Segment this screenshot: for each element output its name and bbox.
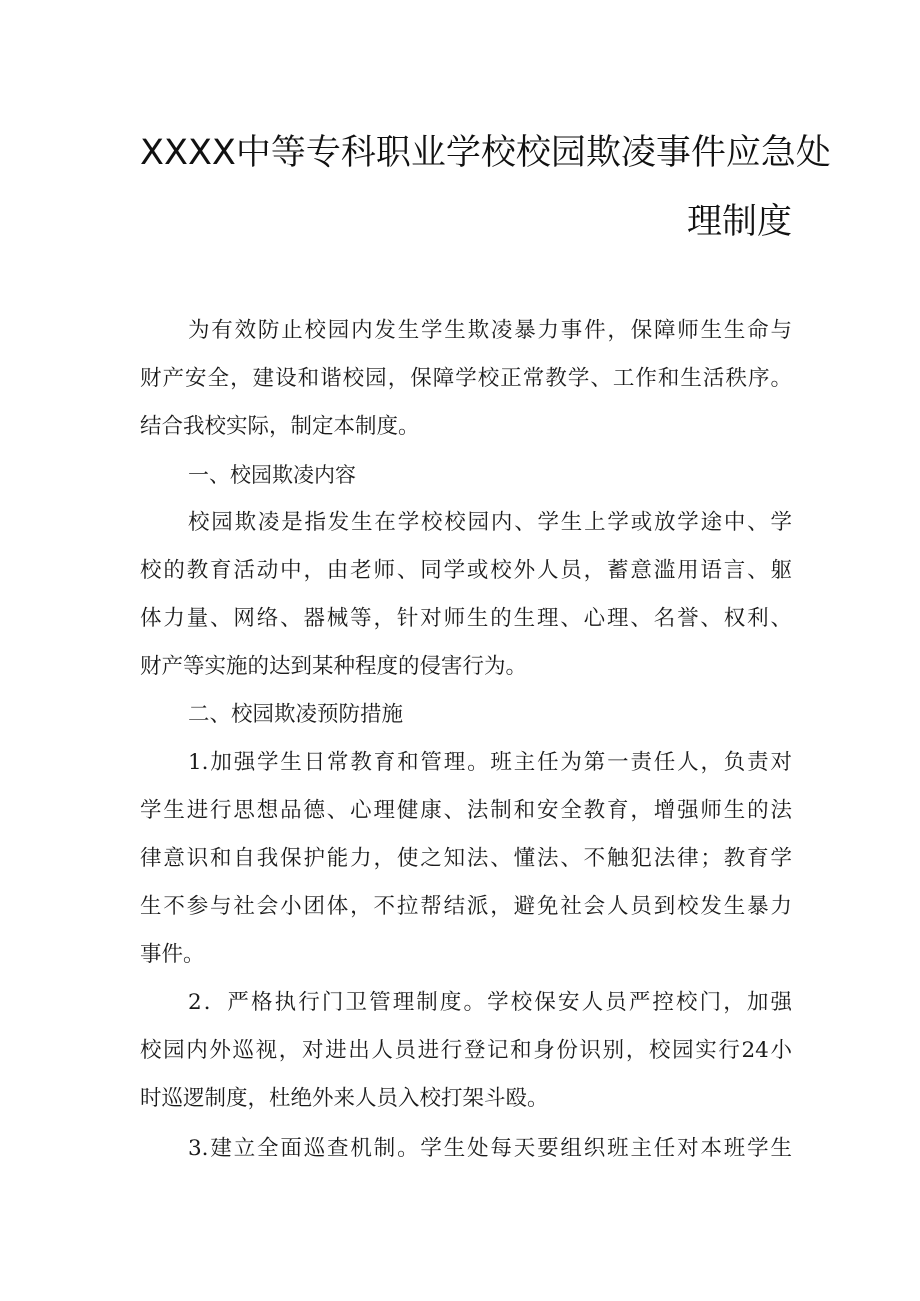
section-heading-1: 一、校园欺凌内容 <box>188 463 356 487</box>
measure-2-line: 校园内外巡视，对进出人员进行登记和身份识别，校园实行24小 <box>140 1038 792 1063</box>
measure-2-line: 时巡逻制度，杜绝外来人员入校打架斗殴。 <box>140 1086 549 1111</box>
intro-paragraph-line: 为有效防止校园内发生学生欺凌暴力事件，保障师生生命与 <box>188 318 792 343</box>
measure-1-line: 律意识和自我保护能力，使之知法、懂法、不触犯法律；教育学 <box>140 846 792 871</box>
definition-paragraph-line: 校的教育活动中，由老师、同学或校外人员，蓄意滥用语言、躯 <box>140 558 792 583</box>
definition-paragraph-line: 体力量、网络、器械等，针对师生的生理、心理、名誉、权利、 <box>140 606 792 631</box>
section-heading-2: 二、校园欺凌预防措施 <box>188 702 404 727</box>
document-title-line-2: 理制度 <box>686 202 792 242</box>
measure-1-line: 学生进行思想品德、心理健康、法制和安全教育，增强师生的法 <box>140 798 792 823</box>
measure-3-line: 3.建立全面巡查机制。学生处每天要组织班主任对本班学生 <box>188 1136 792 1161</box>
measure-1-line: 1.加强学生日常教育和管理。班主任为第一责任人，负责对 <box>188 750 792 775</box>
measure-1-line: 生不参与社会小团体，不拉帮结派，避免社会人员到校发生暴力 <box>140 894 792 919</box>
intro-paragraph-line: 结合我校实际，制定本制度。 <box>140 414 420 439</box>
definition-paragraph-line: 校园欺凌是指发生在学校校园内、学生上学或放学途中、学 <box>188 510 792 535</box>
definition-paragraph-line: 财产等实施的达到某种程度的侵害行为。 <box>140 654 528 679</box>
intro-paragraph-line: 财产安全，建设和谐校园，保障学校正常教学、工作和生活秩序。 <box>140 366 792 391</box>
document-title-line-1: XXXX中等专科职业学校校园欺凌事件应急处 <box>140 133 831 173</box>
measure-1-line: 事件。 <box>140 942 205 967</box>
measure-2-line: 2．严格执行门卫管理制度。学校保安人员严控校门，加强 <box>188 990 792 1015</box>
